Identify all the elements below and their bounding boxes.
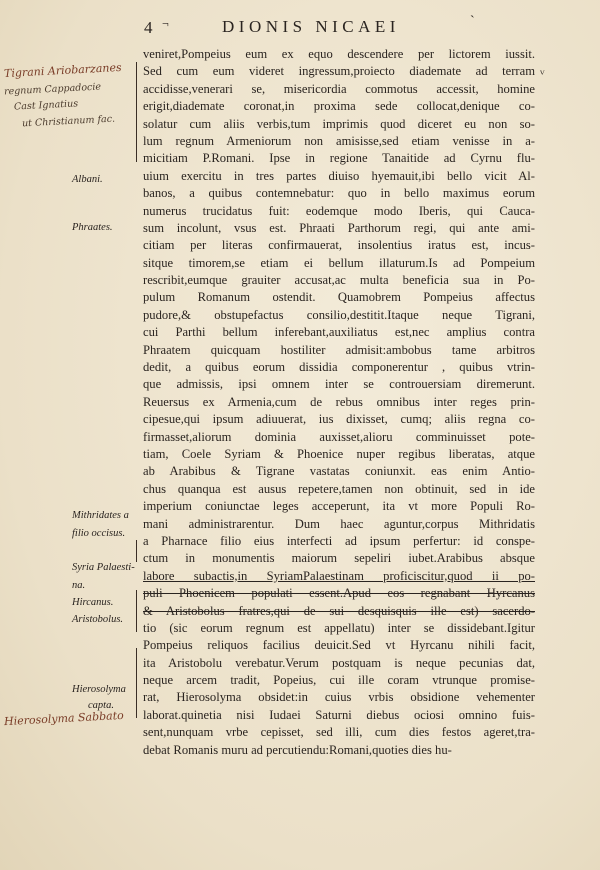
header-tick: ˋ: [470, 14, 475, 29]
text-line: imperium coniunctae leges acceperunt, ita vt more Populi Ro-: [143, 499, 535, 514]
text-line: banos, a quibus contemnebatur: quo in bello maximus eorum: [143, 186, 535, 201]
margin-bar: [136, 540, 137, 562]
margin-note-hircanus: Hircanus.: [72, 597, 114, 608]
text-line: Phraatem quicquam hostiliter admisit:ambobus tame arbitros: [143, 342, 535, 357]
margin-note-syria: na.: [72, 580, 86, 591]
handwritten-note: Cast Ignatius: [13, 98, 79, 113]
running-head: DIONIS NICAEI: [222, 17, 400, 36]
margin-note-mithridates: Mithridates a: [72, 510, 129, 521]
text-line: erigit,diademate coronat,in proxima sede collocat,denique co-: [143, 99, 535, 114]
text-line: neque arcem tradit, Popeius, cui ille coram vtrunque promise-: [143, 673, 535, 688]
page-number: 4: [144, 18, 154, 37]
body-text: [143, 46, 535, 759]
text-line-struck: & Aristobolus fratres,qui de sui desquisquis ille est) sacerdo-: [143, 603, 535, 618]
text-line: ab Arabibus & Tigrane vastatas coniunxit. eas enim Antio-: [143, 464, 535, 479]
text-line: a Pharnace filio eius interfecti ad ipsum perfertur: id conspe-: [143, 533, 535, 548]
text-line: lum regnum Armeniorum non amisisse,sed etiam venisse in a-: [143, 133, 535, 148]
text-line: rescribit,eumque grauiter accusat,ac multa beneficia sua in Po-: [143, 273, 535, 288]
margin-bar: [136, 590, 137, 632]
text-line: solatur cum aliis verbis,tum imprimis quod diceret eu non so-: [143, 116, 535, 131]
text-line-underlined: labore subactis,in SyriamPalaestinam proficiscitur,quod ii po-: [143, 568, 535, 583]
text-line: debat Romanis muru ad percutiendu:Romani,quoties dies hu-: [143, 742, 452, 757]
text-line: que admissis, ipsi omnem inter se controuersiam diremerunt.: [143, 377, 535, 392]
margin-note-syria: Syria Palaesti-: [72, 562, 135, 573]
text-line: pudore,& obstupefactus consilio,destitit.Itaque neque Tigrani,: [143, 307, 535, 322]
page-header: [0, 14, 600, 40]
text-line: chus quanqua est ausus repetere,tamen non obtinuit, sed in ide: [143, 481, 535, 496]
text-line: uium exercitu in tres partes diuiso hyemauit,ibi bello vicit Al-: [143, 168, 535, 183]
margin-note-aristobolus: Aristobolus.: [72, 614, 124, 625]
margin-caret: ⱽ: [540, 70, 545, 81]
text-line: firmasset,aliorum dominia auxisset,alioru comminuisset pote-: [143, 429, 535, 444]
text-line: pulum Romanum ostendit. Quamobrem Pompeius affectus: [143, 290, 535, 305]
text-line: laborat.quinetia nisi Iudaei Saturni diebus ociosi omnino fuis-: [143, 707, 535, 722]
text-line: citiam per literas confirmauerat, insolentius iratus est, incus-: [143, 238, 535, 253]
text-line: Reuersus ex Armenia,cum de rebus omnibus inter reges prin-: [143, 394, 535, 409]
text-line: tiam, Coele Syriam & Phoenice nuper regibus liberatas, atque: [143, 446, 535, 461]
text-line: tio (sic eorum regnum est appellatu) inter se dissidebant.Igitur: [143, 620, 535, 635]
handwritten-note: Hierosolyma Sabbato: [3, 708, 125, 729]
text-line: sent,nunquam vrbe cepisset, sed illi, cum dies festos ageret,tra-: [143, 725, 535, 740]
margin-note-mithridates: filio occisus.: [72, 528, 126, 539]
text-line: sitque timorem,se etiam ei bellum illaturum.Is ad Pompeium: [143, 255, 535, 270]
text-line: sum incolunt, vsus est. Phraati Parthorum regi, qui ante ami-: [143, 220, 535, 235]
margin-note-hierosolyma: capta.: [88, 700, 114, 711]
text-line: numerus trucidatus fuit: eodemque modo Iberis, qui Cauca-: [143, 203, 535, 218]
text-line: dedit, a quibus eorum dissidia componerentur , quibus vtrin-: [143, 360, 535, 375]
handwritten-note: Tigrani Ariobarzanes: [3, 60, 122, 81]
text-line: Pompeius reliquos facilius deuicit.Sed vt Hyrcanu nihili facit,: [143, 638, 535, 653]
header-mark: ¬: [162, 16, 169, 30]
margin-bar: [136, 648, 137, 718]
text-line: mani administrarentur. Dum haec aguntur,corpus Mithridatis: [143, 516, 535, 531]
handwritten-note: ut Christianum fac.: [21, 113, 116, 130]
text-line: cipesue,qui ipsum adiuuerat, ius dixisset, cumq; aliis regna co-: [143, 412, 535, 427]
text-line: accidisse,venerari se, misericordia commotus accessit, homine: [143, 81, 535, 96]
handwritten-note: regnum Cappadocie: [3, 81, 102, 98]
text-line: veniret,Pompeius eum ex equo descendere per lictorem iussit.: [143, 47, 535, 61]
margin-note-hierosolyma: Hierosolyma: [72, 684, 126, 695]
text-line: ita Aristobolu verebatur.Verum postquam is neque pecunias dat,: [143, 655, 535, 670]
margin-note-albani: Albani.: [72, 174, 103, 185]
text-line-struck: puli Phoenicem populati essent.Apud eos regnabant Hyrcanus: [143, 586, 535, 601]
text-line: micitiam P.Romani. Ipse in regione Tanaitide ad Cyrnu flu-: [143, 151, 535, 166]
text-line: cui Parthi bellum inferebant,auxiliatus est,nec amplius contra: [143, 325, 535, 340]
margin-note-phraates: Phraates.: [72, 222, 113, 233]
text-line: rat, Hierosolyma obsidet:in cuius vrbis obsidione vehementer: [143, 690, 535, 705]
margin-bar: [136, 62, 137, 162]
text-line: ctum in monumentis maiorum sepeliri iubet.Arabibus absque: [143, 551, 535, 566]
text-line: Sed cum eum videret ingressum,proiecto diademate ad terram: [143, 64, 535, 79]
